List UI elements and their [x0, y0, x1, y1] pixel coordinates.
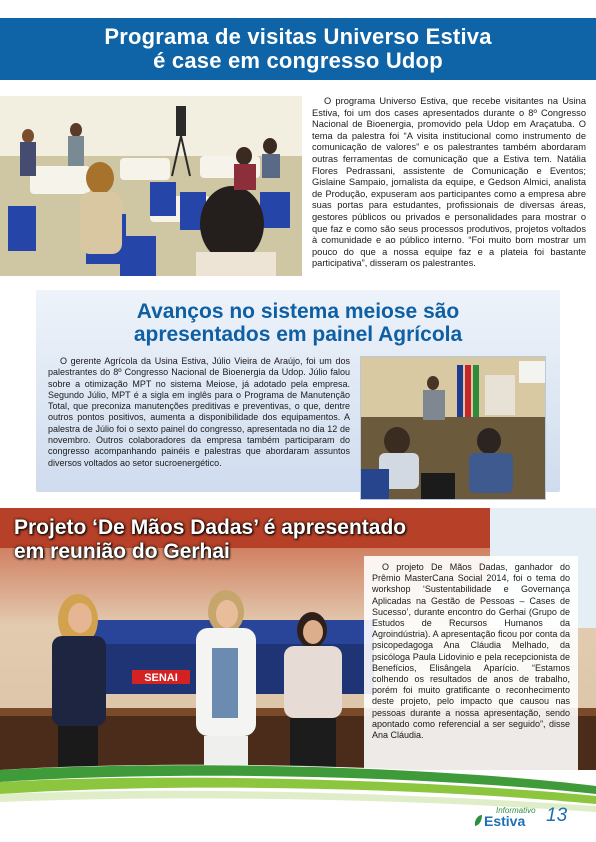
article-2-body: O gerente Agrícola da Usina Estiva, Júlio Vieira de Araújo, foi um dos palestrantes do 8º Congresso Nacional de Bioenergia da Udop. Júlio falou sobre a otimização MPT no sistema Meiose, já adotado pela empresa. Segundo Júlio, MPT é a sigla em inglês para o Programa de Manutenção Total, que preconiza manutenções preditivas e preventivas, o que, dentre outros pontos positivos, aumenta a disponibilidade dos equipamentos. A palestra de Júlio foi o sexto painel do congresso, apresentada no dia 12 de novembro. Outros colaboradores da empresa também participaram do congresso acompanhando painéis e palestras que abordaram assuntos diversos voltados ao setor sucroenergético.	[48, 356, 350, 468]
article-1-title-line-1: Programa de visitas Universo Estiva	[104, 24, 492, 49]
article-3-body: O projeto De Mãos Dadas, ganhador do Prêmio MasterCana Social 2014, foi o tema do workshop ‘Sustentabilidade e Governança Aplicadas na Gestão de Pessoas – Cases de Sucesso’, durante encontro do Gerhai (Grupo de Estudos de Recursos Humanos da Agroindústria). A apresentação ficou por conta da psicopedagoga Ana Cláudia Melhado, da psicóloga Paula Lidovinio e pela recepcionista de Benefícios, Elisângela Aparício. “Estamos colhendo os resultados de anos de trabalho, porém foi muito gratificante o reconhecimento deste projeto, pelo impacto que causou nas pessoas durante a nossa apresentação, sendo apontado como referencial a ser seguido”, disse Ana Cláudia.	[372, 562, 570, 741]
article-1-body: O programa Universo Estiva, que recebe visitantes na Usina Estiva, foi um dos cases apresentados durante o 8º Congresso Nacional de Bioenergia, promovido pela Udop em Araçatuba. O tema da palestra foi “A visita institucional como instrumento de comunicação de valores” e os palestrantes também abordaram outras ferramentas de comunicação que a Estiva tem. Natália Flores Pedrassani, assistente de Comunicação e Eventos; Gislaine Sampaio, jornalista da equipe, e Gedson Almici, analista de Produção, expuseram aos participantes como a empresa abre suas portas para estudantes, profissionais de diversas áreas, gestores públicos ou privados e personalidades para mostrar o que faz e como são seus processos produtivos, projetos voltados à comunidade e ao público interno. “Foi muito bom mostrar um pouco do que a nossa equipe faz e a plateia foi bastante participativa”, disseram os palestrantes.	[312, 96, 586, 269]
speaker-panel-photo	[360, 356, 546, 500]
article-3-title-line-1: Projeto ‘De Mãos Dadas’ é apresentado	[14, 516, 407, 539]
logo-word: Estiva	[484, 813, 526, 829]
logo-script-text: Informativo	[496, 806, 536, 815]
article-2-title-line-2: apresentados em painel Agrícola	[133, 323, 463, 346]
article-2-title-line-1: Avanços no sistema meiose são	[136, 300, 460, 323]
estiva-logo	[474, 808, 544, 830]
article-2-title	[36, 298, 560, 348]
article-3-title-line-2: em reunião do Gerhai	[14, 540, 230, 563]
congress-audience-photo	[0, 96, 302, 276]
page-number: 13	[546, 805, 568, 826]
article-1-title-line-2: é case em congresso Udop	[153, 48, 443, 73]
leaf-icon	[474, 814, 483, 827]
senai-banner-text: SENAI	[144, 672, 178, 684]
article-1-title	[0, 18, 596, 80]
